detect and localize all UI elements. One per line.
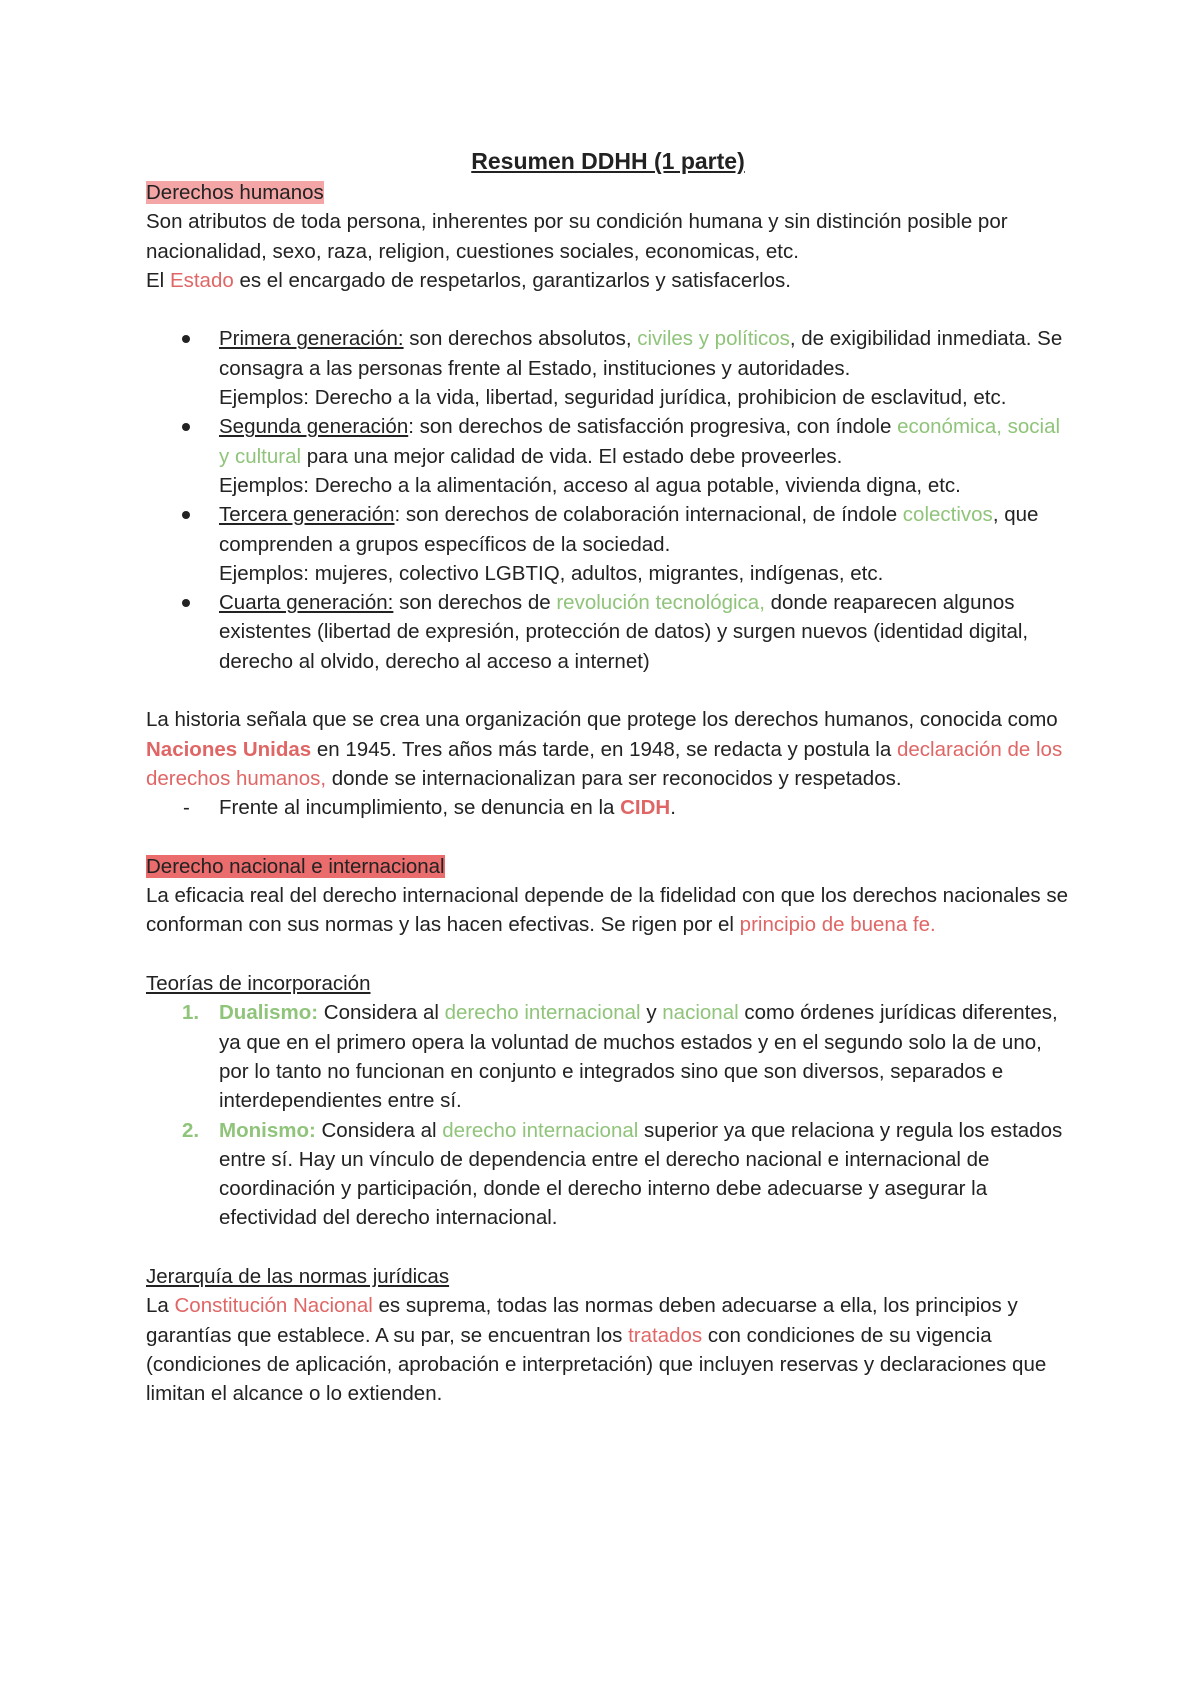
subheading-teorias: Teorías de incorporación <box>146 972 371 996</box>
list-item: Segunda generación: son derechos de satisfacción progresiva, con índole económica, social y cultural para una mejor calidad de vida. El estado debe proveerles. Ejemplos: Derecho a la alimentación, acceso al agua potable, vivienda digna, etc. <box>219 412 1070 500</box>
list-number: 1. <box>182 1001 200 1025</box>
dash-marker: - <box>183 796 190 820</box>
term-declaracion: declaración de los derechos humanos, <box>146 737 1063 790</box>
list-item: Tercera generación: son derechos de colaboración internacional, de índole colectivos, que comprenden a grupos específicos de la sociedad. Ejemplos: mujeres, colectivo LGBTIQ, adultos, migrantes, indígenas, etc. <box>219 500 1070 588</box>
generation-label: Primera generación: <box>219 327 404 351</box>
theory-name: Monismo: <box>219 1118 316 1142</box>
heading-highlight: Derecho nacional e internacional <box>146 854 445 878</box>
term-estado: Estado <box>169 268 234 292</box>
paragraph-estado: El Estado es el encargado de respetarlos, garantizarlos y satisfacerlos. <box>146 268 791 292</box>
list-item: 1. Dualismo: Considera al derecho internacional y nacional como órdenes jurídicas diferentes, ya que en el primero opera la voluntad de muchos estados y en el segundo solo la de uno, por lo tanto no funcionan en conjunto e integrados sino que son diversos, separados e interdependientes entre sí. <box>219 998 1070 1115</box>
term-tratados: tratados <box>628 1323 703 1347</box>
term-buena-fe: principio de buena fe. <box>739 913 936 937</box>
list-number: 2. <box>182 1118 200 1142</box>
generation-example: Ejemplos: mujeres, colectivo LGBTIQ, adultos, migrantes, indígenas, etc. <box>219 561 884 585</box>
dash-list-item: - Frente al incumplimiento, se denuncia en la CIDH. <box>146 793 1070 822</box>
generation-label: Tercera generación <box>219 503 395 527</box>
term-naciones-unidas: Naciones Unidas <box>146 737 312 761</box>
generation-highlight: revolución tecnológica, <box>556 591 765 615</box>
theories-list <box>146 998 1070 1232</box>
term-cidh: CIDH <box>620 796 671 820</box>
section-heading-derecho-nacional <box>146 852 1070 881</box>
theory-highlight: derecho internacional <box>444 1001 641 1025</box>
generations-list <box>146 324 1070 676</box>
generation-label: Segunda generación <box>219 415 409 439</box>
paragraph-jerarquia: La Constitución Nacional es suprema, todas las normas deben adecuarse a ella, los principios y garantías que establece. A su par, se encuentran los tratados con condiciones de su vigencia (condiciones de aplicación, aprobación e interpretación) que incluyen reservas y declaraciones que limitan el alcance o lo extienden. <box>146 1294 1047 1406</box>
subheading-jerarquia: Jerarquía de las normas jurídicas <box>146 1264 450 1288</box>
generation-highlight: civiles y políticos <box>637 327 790 351</box>
list-item: Cuarta generación: son derechos de revolución tecnológica, donde reaparecen algunos existentes (libertad de expresión, protección de datos) y surgen nuevos (identidad digital, derecho al olvido, derecho al acceso a internet) <box>219 588 1070 676</box>
theory-name: Dualismo: <box>219 1001 319 1025</box>
bullet-icon <box>182 335 190 343</box>
bullet-icon <box>182 599 190 607</box>
heading-highlight: Derechos humanos <box>146 181 324 204</box>
theory-highlight: nacional <box>662 1001 739 1025</box>
bullet-icon <box>182 423 190 431</box>
page-title: Resumen DDHH (1 parte) <box>471 148 745 174</box>
generation-highlight: económica, social y cultural <box>219 415 1061 468</box>
paragraph-eficacia: La eficacia real del derecho internacional depende de la fidelidad con que los derechos nacionales se conforman con sus normas y las hacen efectivas. Se rigen por el principio de buena fe. <box>146 884 1068 937</box>
generation-highlight: colectivos <box>902 503 993 527</box>
list-item: Primera generación: son derechos absolutos, civiles y políticos, de exigibilidad inmediata. Se consagra a las personas frente al Estado, instituciones y autoridades. Ejemplos: Derecho a la vida, libertad, seguridad jurídica, prohibicion de esclavitud, etc. <box>219 324 1070 412</box>
paragraph-historia: La historia señala que se crea una organización que protege los derechos humanos, conocida como Naciones Unidas en 1945. Tres años más tarde, en 1948, se redacta y postula la declaración de los derechos humanos, donde se internacionalizan para ser reconocidos y respetados. <box>146 708 1063 790</box>
paragraph-definicion: Son atributos de toda persona, inherentes por su condición humana y sin distinción posible por nacionalidad, sexo, raza, religion, cuestiones sociales, economicas, etc. <box>146 210 1008 263</box>
list-item: 2. Monismo: Considera al derecho internacional superior ya que relaciona y regula los estados entre sí. Hay un vínculo de dependencia entre el derecho nacional e internacional de coordinación y participación, donde el derecho interno debe adecuarse y asegurar la efectividad del derecho internacional. <box>219 1116 1070 1233</box>
generation-example: Ejemplos: Derecho a la alimentación, acceso al agua potable, vivienda digna, etc. <box>219 473 961 497</box>
generation-label: Cuarta generación: <box>219 591 394 615</box>
section-heading-derechos-humanos <box>146 178 1070 207</box>
generation-example: Ejemplos: Derecho a la vida, libertad, seguridad jurídica, prohibicion de esclavitud, etc. <box>219 386 1007 410</box>
theory-highlight: derecho internacional <box>442 1118 639 1142</box>
bullet-icon <box>182 511 190 519</box>
term-constitucion: Constitución Nacional <box>174 1294 373 1318</box>
